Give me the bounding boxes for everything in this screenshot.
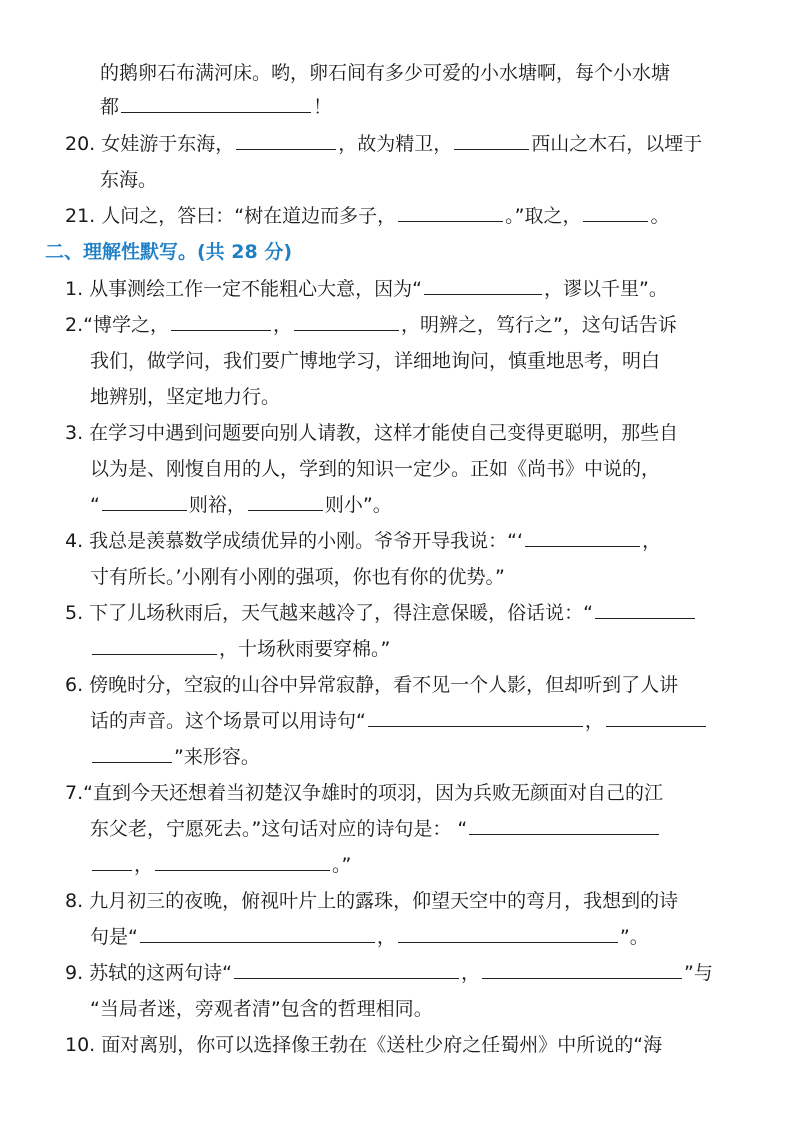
line-text: 6. 傍晚时分，空寂的山谷中异常寂静，看不见一个人影，但却听到了人讲 xyxy=(65,674,679,696)
line-text: ，故为精卫， xyxy=(338,133,453,155)
line-text: 20. 女娃游于东海， xyxy=(65,133,235,155)
answer-blank[interactable] xyxy=(92,742,172,763)
line-text: 7.“直到今天还想着当初楚汉争雄时的项羽，因为兵败无颜面对自己的江 xyxy=(65,782,663,804)
text-line xyxy=(100,58,670,88)
line-text: ， xyxy=(642,530,662,552)
answer-blank[interactable] xyxy=(102,490,187,511)
answer-blank[interactable] xyxy=(583,201,648,222)
line-text: ， xyxy=(376,926,396,948)
text-line xyxy=(65,598,697,628)
line-text: 都 xyxy=(100,96,120,118)
line-text: ”。 xyxy=(619,926,649,948)
line-text: 8. 九月初三的夜晚，俯视叶片上的露珠，仰望天空中的弯月，我想到的诗 xyxy=(65,890,679,912)
answer-blank[interactable] xyxy=(424,274,542,295)
section-heading xyxy=(45,237,292,267)
text-line xyxy=(65,670,678,700)
line-text: 则小”。 xyxy=(324,494,392,516)
answer-blank[interactable] xyxy=(398,922,618,943)
line-text: 以为是、刚愎自用的人，学到的知识一定少。正如《尚书》中说的， xyxy=(90,458,661,480)
line-text: 寸有所长。’小刚有小刚的强项，你也有你的优势。” xyxy=(90,566,505,588)
text-line xyxy=(65,310,677,340)
answer-blank[interactable] xyxy=(236,129,336,150)
answer-blank[interactable] xyxy=(454,129,529,150)
line-text: 东海。 xyxy=(100,169,158,191)
line-text: ，谬以千里”。 xyxy=(544,278,668,300)
text-line xyxy=(90,994,433,1024)
text-line xyxy=(65,526,661,556)
answer-blank[interactable] xyxy=(155,850,330,871)
answer-blank[interactable] xyxy=(92,634,217,655)
text-line xyxy=(65,274,668,304)
text-line xyxy=(65,886,678,916)
line-text: ， xyxy=(272,314,292,336)
text-line xyxy=(100,165,157,195)
line-text: 话的声音。这个场景可以用诗句“ xyxy=(90,710,366,732)
text-line xyxy=(65,1030,662,1060)
line-text: 二、理解性默写。(共 28 分) xyxy=(45,241,293,263)
line-text: ，十场秋雨要穿棉。” xyxy=(219,638,391,660)
line-text: 3. 在学习中遇到问题要向别人请教，这样才能使自己变得更聪明，那些自 xyxy=(65,422,679,444)
line-text: 地辨别，坚定地力行。 xyxy=(90,386,281,408)
line-text: 则裕， xyxy=(188,494,246,516)
text-line xyxy=(90,850,351,880)
line-text: ，明辨之，笃行之”，这句话告诉 xyxy=(401,314,677,336)
text-line xyxy=(90,490,392,520)
answer-blank[interactable] xyxy=(248,490,323,511)
answer-blank[interactable] xyxy=(398,201,503,222)
answer-blank[interactable] xyxy=(92,850,132,871)
text-line xyxy=(90,634,390,664)
answer-blank[interactable] xyxy=(525,526,640,547)
text-line xyxy=(90,814,661,844)
line-text: ， xyxy=(134,854,154,876)
line-text: ”来形容。 xyxy=(174,746,260,768)
text-line xyxy=(65,778,663,808)
line-text: 9. 苏轼的这两句诗“ xyxy=(65,962,233,984)
line-text: 10. 面对离别，你可以选择像王勃在《送杜少府之任蜀州》中所说的“海 xyxy=(65,1034,663,1056)
text-line xyxy=(90,454,660,484)
line-text: 句是“ xyxy=(90,926,138,948)
text-line xyxy=(90,382,280,412)
text-line xyxy=(90,742,260,772)
line-text: 1. 从事测绘工作一定不能粗心大意，因为“ xyxy=(65,278,423,300)
line-text: 。” xyxy=(332,854,352,876)
text-line xyxy=(65,418,678,448)
text-line xyxy=(90,562,505,592)
answer-blank[interactable] xyxy=(140,922,375,943)
line-text: ”与 xyxy=(684,962,713,984)
text-line xyxy=(100,92,332,122)
answer-blank[interactable] xyxy=(368,706,583,727)
text-line xyxy=(65,129,702,159)
text-line xyxy=(90,922,649,952)
line-text: 。”取之， xyxy=(505,205,582,227)
text-line xyxy=(65,201,669,231)
line-text: 西山之木石，以堙于 xyxy=(531,133,703,155)
text-line xyxy=(90,346,660,376)
line-text: ， xyxy=(584,710,604,732)
answer-blank[interactable] xyxy=(121,92,311,113)
line-text: ， xyxy=(461,962,481,984)
line-text: ！ xyxy=(313,96,333,118)
line-text: 2.“博学之， xyxy=(65,314,169,336)
answer-blank[interactable] xyxy=(606,706,706,727)
answer-blank[interactable] xyxy=(595,598,695,619)
line-text: 5. 下了儿场秋雨后，天气越来越冷了，得注意保暖，俗话说：“ xyxy=(65,602,594,624)
text-line xyxy=(90,706,708,736)
line-text: 的鹅卵石布满河床。哟，卵石间有多少可爱的小水塘啊，每个小水塘 xyxy=(100,62,671,84)
answer-blank[interactable] xyxy=(234,958,459,979)
answer-blank[interactable] xyxy=(469,814,659,835)
answer-blank[interactable] xyxy=(482,958,682,979)
line-text: 我们，做学问，我们要广博地学习，详细地询问，慎重地思考，明白 xyxy=(90,350,661,372)
line-text: 。 xyxy=(650,205,670,227)
line-text: “当局者迷，旁观者清”包含的哲理相同。 xyxy=(90,998,433,1020)
answer-blank[interactable] xyxy=(294,310,399,331)
line-text: 4. 我总是羡慕数学成绩优异的小刚。爷爷开导我说：“‘ xyxy=(65,530,524,552)
answer-blank[interactable] xyxy=(171,310,271,331)
line-text: “ xyxy=(90,494,100,516)
line-text: 东父老，宁愿死去。”这句话对应的诗句是： “ xyxy=(90,818,468,840)
line-text: 21. 人问之，答曰：“树在道边而多子， xyxy=(65,205,397,227)
text-line xyxy=(65,958,713,988)
